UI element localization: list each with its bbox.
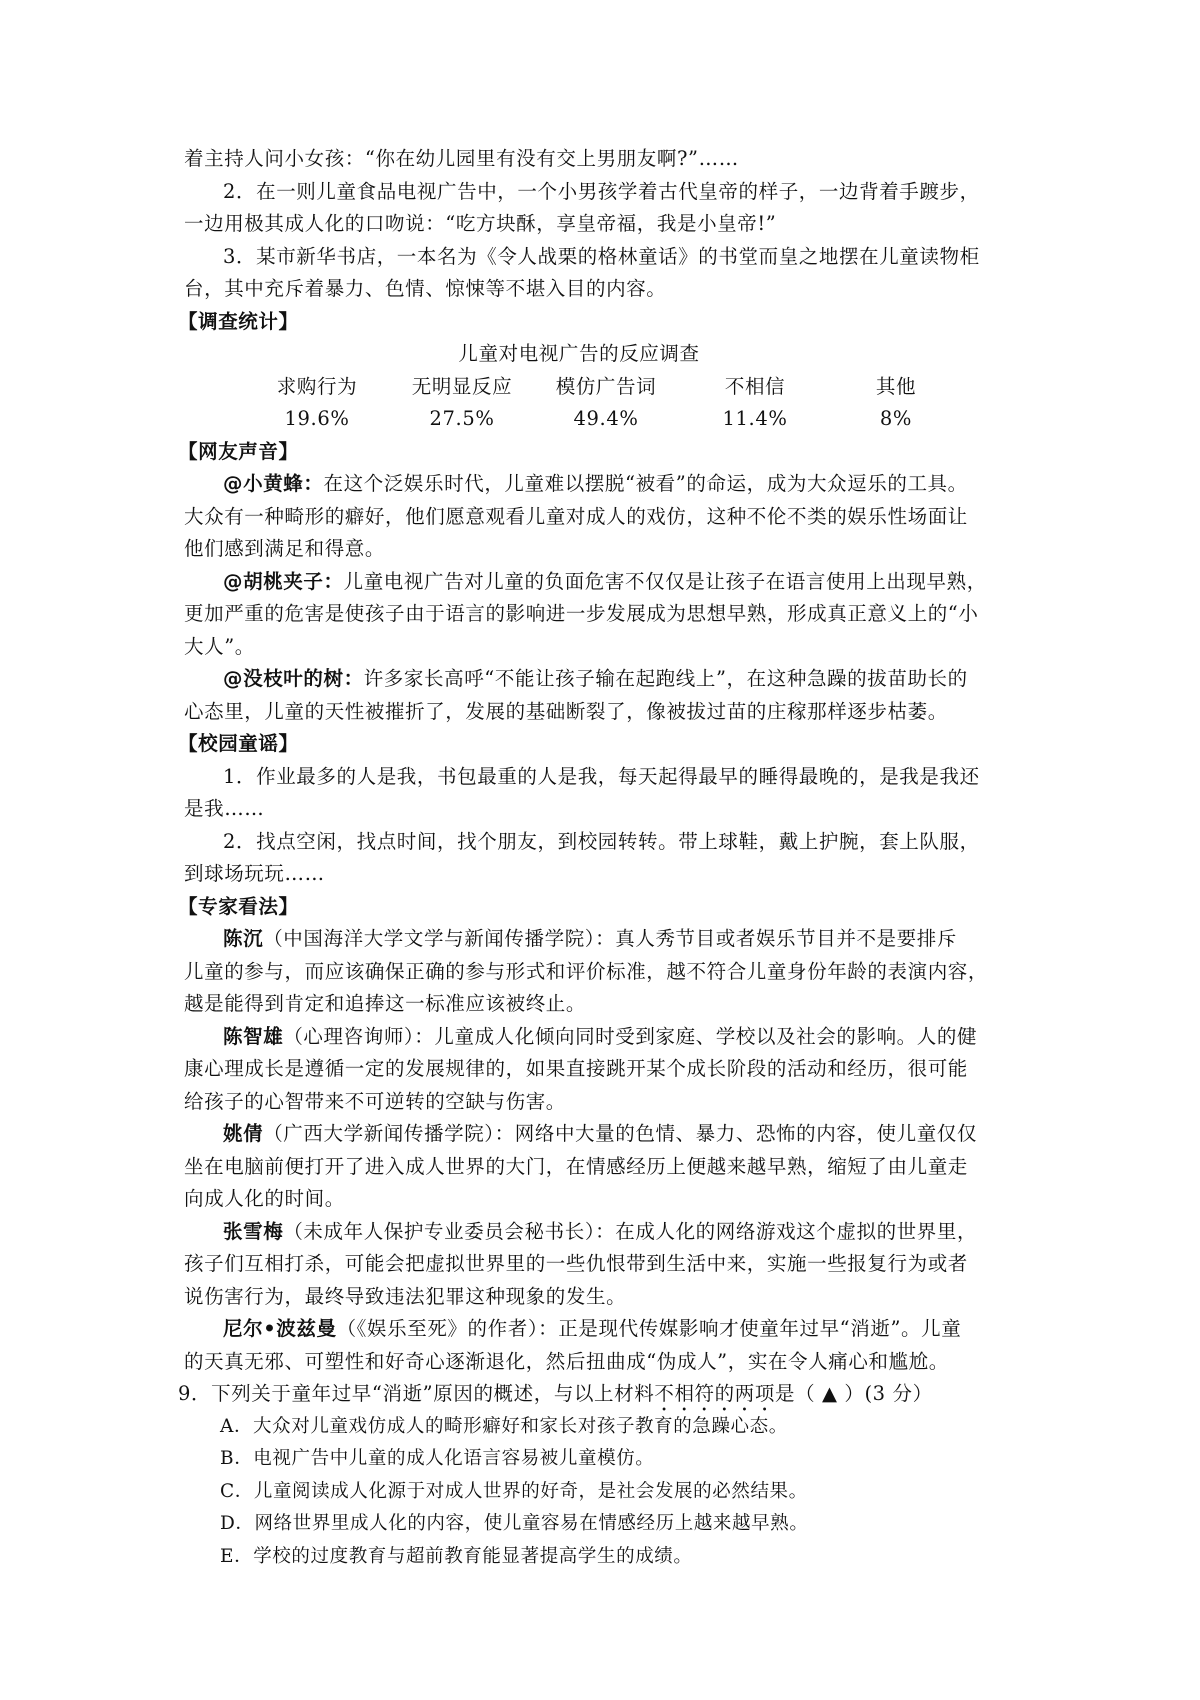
survey-header-cell: 模仿广告词	[555, 374, 657, 398]
text-line: 更加严重的危害是使孩子由于语言的影响进一步发展成为思想早熟，形成真正意义上的“小	[184, 602, 979, 625]
text-line: 1．作业最多的人是我，书包最重的人是我，每天起得最早的睡得最晚的，是我是我还	[223, 764, 980, 788]
netizen-name: @胡桃夹子：	[223, 569, 344, 593]
section-heading-experts: 【专家看法】	[178, 894, 299, 918]
expert-name: 张雪梅	[223, 1219, 284, 1243]
text-line: 到球场玩玩……	[184, 862, 325, 885]
text-line: 2．在一则儿童食品电视广告中，一个小男孩学着古代皇帝的样子，一边背着手踱步，	[223, 179, 980, 203]
expert-name: 尼尔•波兹曼	[223, 1317, 337, 1340]
text-line	[184, 468, 1034, 501]
question-stem-text: 是（ ▲ ）(3 分）	[774, 1382, 933, 1405]
text-line: 台，其中充斥着暴力、色情、惊悚等不堪入目的内容。	[184, 277, 667, 300]
text-line: 的天真无邪、可塑性和好奇心逐渐退化，然后扭曲成“伪成人”，实在令人痛心和尴尬。	[184, 1349, 949, 1373]
text-line: 2．找点空闲，找点时间，找个朋友，到校园转转。带上球鞋，戴上护腕，套上队服，	[223, 829, 980, 853]
section-heading-rhymes: 【校园童谣】	[178, 732, 299, 755]
answer-option-e: E．学校的过度教育与超前教育能显著提高学生的成绩。	[220, 1545, 693, 1567]
text-line: 给孩子的心智带来不可逆转的空缺与伤害。	[184, 1089, 566, 1113]
expert-text: （广西大学新闻传播学院）：网络中大量的色情、暴力、恐怖的内容，使儿童仅仅	[263, 1122, 978, 1145]
text-line: 儿童的参与，而应该确保正确的参与形式和评价标准，越不符合儿童身份年龄的表演内容，	[184, 959, 989, 983]
section-heading-netizens: 【网友声音】	[178, 439, 299, 463]
answer-option-b: B．电视广告中儿童的成人化语言容易被儿童模仿。	[220, 1448, 655, 1469]
text-line: 着主持人问小女孩：“你在幼儿园里有没有交上男朋友啊?”……	[184, 147, 739, 170]
netizen-name: @小黄蜂：	[223, 472, 324, 495]
answer-option-d: D．网络世界里成人化的内容，使儿童容易在情感经历上越来越早熟。	[220, 1513, 809, 1534]
document-page	[178, 143, 1034, 1573]
survey-value-cell: 11.4%	[722, 407, 788, 430]
question-stem-text: 9．下列关于童年过早“消逝”原因的概述，与以上材料	[178, 1382, 655, 1405]
netizen-name: @没枝叶的树：	[223, 667, 364, 690]
text-line	[184, 1313, 1034, 1346]
text-line	[184, 566, 1034, 599]
section-heading-survey: 【调查统计】	[178, 309, 299, 333]
text-line: 是我……	[184, 797, 265, 820]
text-line: 他们感到满足和得意。	[184, 537, 386, 560]
question-emphasis: 不相符的两项	[654, 1382, 775, 1405]
text-line: 康心理成长是遵循一定的发展规律的，如果直接跳开某个成长阶段的活动和经历，很可能	[184, 1057, 968, 1080]
expert-name: 姚倩	[223, 1122, 264, 1145]
survey-title: 儿童对电视广告的反应调查	[458, 342, 700, 365]
survey-value-cell: 27.5%	[429, 407, 495, 430]
survey-header-cell: 不相信	[724, 374, 786, 398]
question-stem	[178, 1378, 1034, 1411]
text-line: 大众有一种畸形的癖好，他们愿意观看儿童对成人的戏仿，这种不伦不类的娱乐性场面让	[184, 504, 968, 528]
netizen-text: 儿童电视广告对儿童的负面危害不仅仅是让孩子在语言使用上出现早熟，	[343, 569, 987, 593]
text-line: 大人”。	[184, 634, 255, 658]
expert-name: 陈沉	[223, 927, 264, 950]
text-line	[184, 663, 1034, 696]
text-line	[184, 1118, 1034, 1151]
text-line: 3．某市新华书店，一本名为《令人战栗的格林童话》的书堂而皇之地摆在儿童读物柜	[223, 244, 980, 268]
survey-value-cell: 49.4%	[573, 407, 639, 430]
text-line	[184, 923, 1034, 956]
text-line: 孩子们互相打杀，可能会把虚拟世界里的一些仇恨带到生活中来，实施一些报复行为或者	[184, 1252, 968, 1275]
text-line: 一边用极其成人化的口吻说：“吃方块酥，享皇帝福，我是小皇帝!”	[184, 212, 777, 235]
answer-option-c: C．儿童阅读成人化源于对成人世界的好奇，是社会发展的必然结果。	[220, 1480, 808, 1502]
expert-name: 陈智雄	[223, 1024, 284, 1048]
text-line: 坐在电脑前便打开了进入成人世界的大门，在情感经历上便越来越早熟，缩短了由儿童走	[184, 1154, 968, 1178]
survey-header-cell: 求购行为	[276, 374, 358, 398]
netizen-text: 在这个泛娱乐时代，儿童难以摆脱“被看”的命运，成为大众逗乐的工具。	[323, 472, 968, 495]
survey-header-cell: 无明显反应	[411, 374, 513, 398]
text-line	[184, 1021, 1034, 1054]
expert-text: （未成年人保护专业委员会秘书长）：在成人化的网络游戏这个虚拟的世界里，	[283, 1219, 978, 1243]
survey-header-cell: 其他	[875, 374, 917, 398]
expert-text: （中国海洋大学文学与新闻传播学院）：真人秀节目或者娱乐节目并不是要排斥	[263, 927, 957, 950]
survey-value-cell: 8%	[879, 407, 913, 430]
netizen-text: 许多家长高呼“不能让孩子输在起跑线上”，在这种急躁的拔苗助长的	[363, 667, 968, 690]
text-line	[184, 1216, 1034, 1249]
expert-text: （心理咨询师）：儿童成人化倾向同时受到家庭、学校以及社会的影响。人的健	[283, 1024, 978, 1048]
survey-value-row	[184, 403, 1034, 436]
text-line: 向成人化的时间。	[184, 1187, 345, 1210]
text-line: 心态里，儿童的天性被摧折了，发展的基础断裂了，像被拔过苗的庄稼那样逐步枯萎。	[184, 699, 948, 723]
answer-option-a: A．大众对儿童戏仿成人的畸形癖好和家长对孩子教育的急躁心态。	[220, 1415, 788, 1437]
survey-value-cell: 19.6%	[284, 407, 350, 430]
text-line: 越是能得到肯定和追捧这一标准应该被终止。	[184, 992, 587, 1015]
text-line: 说伤害行为，最终导致违法犯罪这种现象的发生。	[184, 1284, 627, 1308]
survey-header-row	[184, 371, 1034, 404]
expert-text: （《娱乐至死》的作者）：正是现代传媒影响才使童年过早“消逝”。儿童	[336, 1317, 962, 1340]
